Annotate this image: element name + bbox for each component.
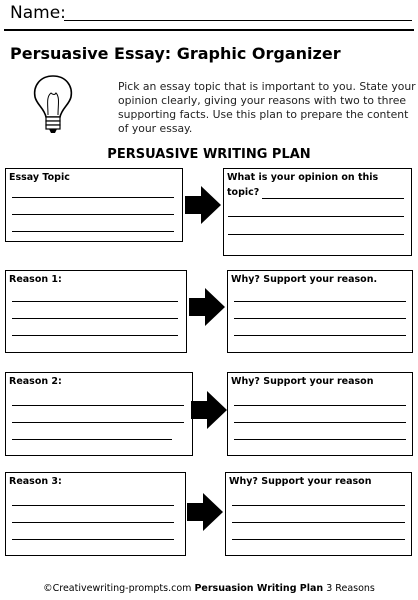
essay-topic-box[interactable]	[5, 168, 183, 242]
writing-line[interactable]	[228, 216, 404, 217]
support-1-label: Why? Support your reason.	[231, 274, 378, 285]
footer-subtitle: 3 Reasons	[326, 583, 375, 594]
lightbulb-icon	[28, 73, 78, 135]
writing-line[interactable]	[12, 539, 174, 540]
instructions-text: Pick an essay topic that is important to you. State your opinion clearly, giving your reasons with two to three supporting facts. Use this plan to prepare the content of your essay.	[118, 80, 416, 135]
name-field-line[interactable]	[64, 20, 412, 21]
writing-line[interactable]	[12, 422, 184, 423]
footer-title: Persuasion Writing Plan	[194, 583, 324, 594]
writing-line[interactable]	[12, 214, 174, 215]
support-3-box[interactable]	[225, 472, 412, 556]
writing-line[interactable]	[232, 539, 405, 540]
reason-2-box[interactable]	[5, 372, 193, 456]
plan-title: PERSUASIVE WRITING PLAN	[107, 147, 311, 162]
footer-site: ©Creativewriting-prompts.com	[43, 583, 192, 594]
writing-line[interactable]	[12, 197, 174, 198]
writing-line[interactable]	[234, 422, 406, 423]
support-1-box[interactable]	[227, 270, 413, 353]
support-2-label: Why? Support your reason	[231, 376, 374, 387]
header-divider	[4, 29, 414, 31]
writing-line[interactable]	[12, 335, 178, 336]
right-arrow-icon	[185, 492, 225, 532]
name-label: Name:	[10, 3, 66, 23]
writing-line[interactable]	[234, 335, 406, 336]
right-arrow-icon	[187, 287, 227, 327]
writing-line[interactable]	[12, 301, 178, 302]
writing-line[interactable]	[234, 439, 406, 440]
writing-line[interactable]	[12, 505, 174, 506]
opinion-box[interactable]	[223, 168, 412, 256]
writing-line[interactable]	[232, 522, 405, 523]
opinion-label-line2: topic?	[227, 187, 260, 198]
support-2-box[interactable]	[227, 372, 413, 456]
essay-topic-label: Essay Topic	[9, 172, 70, 183]
reason-1-label: Reason 1:	[9, 274, 62, 285]
right-arrow-icon	[189, 390, 229, 430]
reason-3-box[interactable]	[5, 472, 186, 556]
page-title: Persuasive Essay: Graphic Organizer	[10, 44, 341, 63]
right-arrow-icon	[183, 185, 223, 225]
support-3-label: Why? Support your reason	[229, 476, 372, 487]
opinion-label-line1: What is your opinion on this	[227, 172, 379, 183]
reason-2-label: Reason 2:	[9, 376, 62, 387]
writing-line[interactable]	[12, 231, 174, 232]
writing-line[interactable]	[262, 198, 404, 199]
reason-3-label: Reason 3:	[9, 476, 62, 487]
writing-line[interactable]	[12, 522, 174, 523]
writing-line[interactable]	[12, 405, 184, 406]
reason-1-box[interactable]	[5, 270, 187, 353]
writing-line[interactable]	[234, 405, 406, 406]
footer-credit	[0, 583, 418, 594]
writing-line[interactable]	[228, 234, 404, 235]
writing-line[interactable]	[234, 318, 406, 319]
writing-line[interactable]	[232, 505, 405, 506]
writing-line[interactable]	[12, 318, 178, 319]
writing-line[interactable]	[234, 301, 406, 302]
writing-line[interactable]	[12, 439, 172, 440]
